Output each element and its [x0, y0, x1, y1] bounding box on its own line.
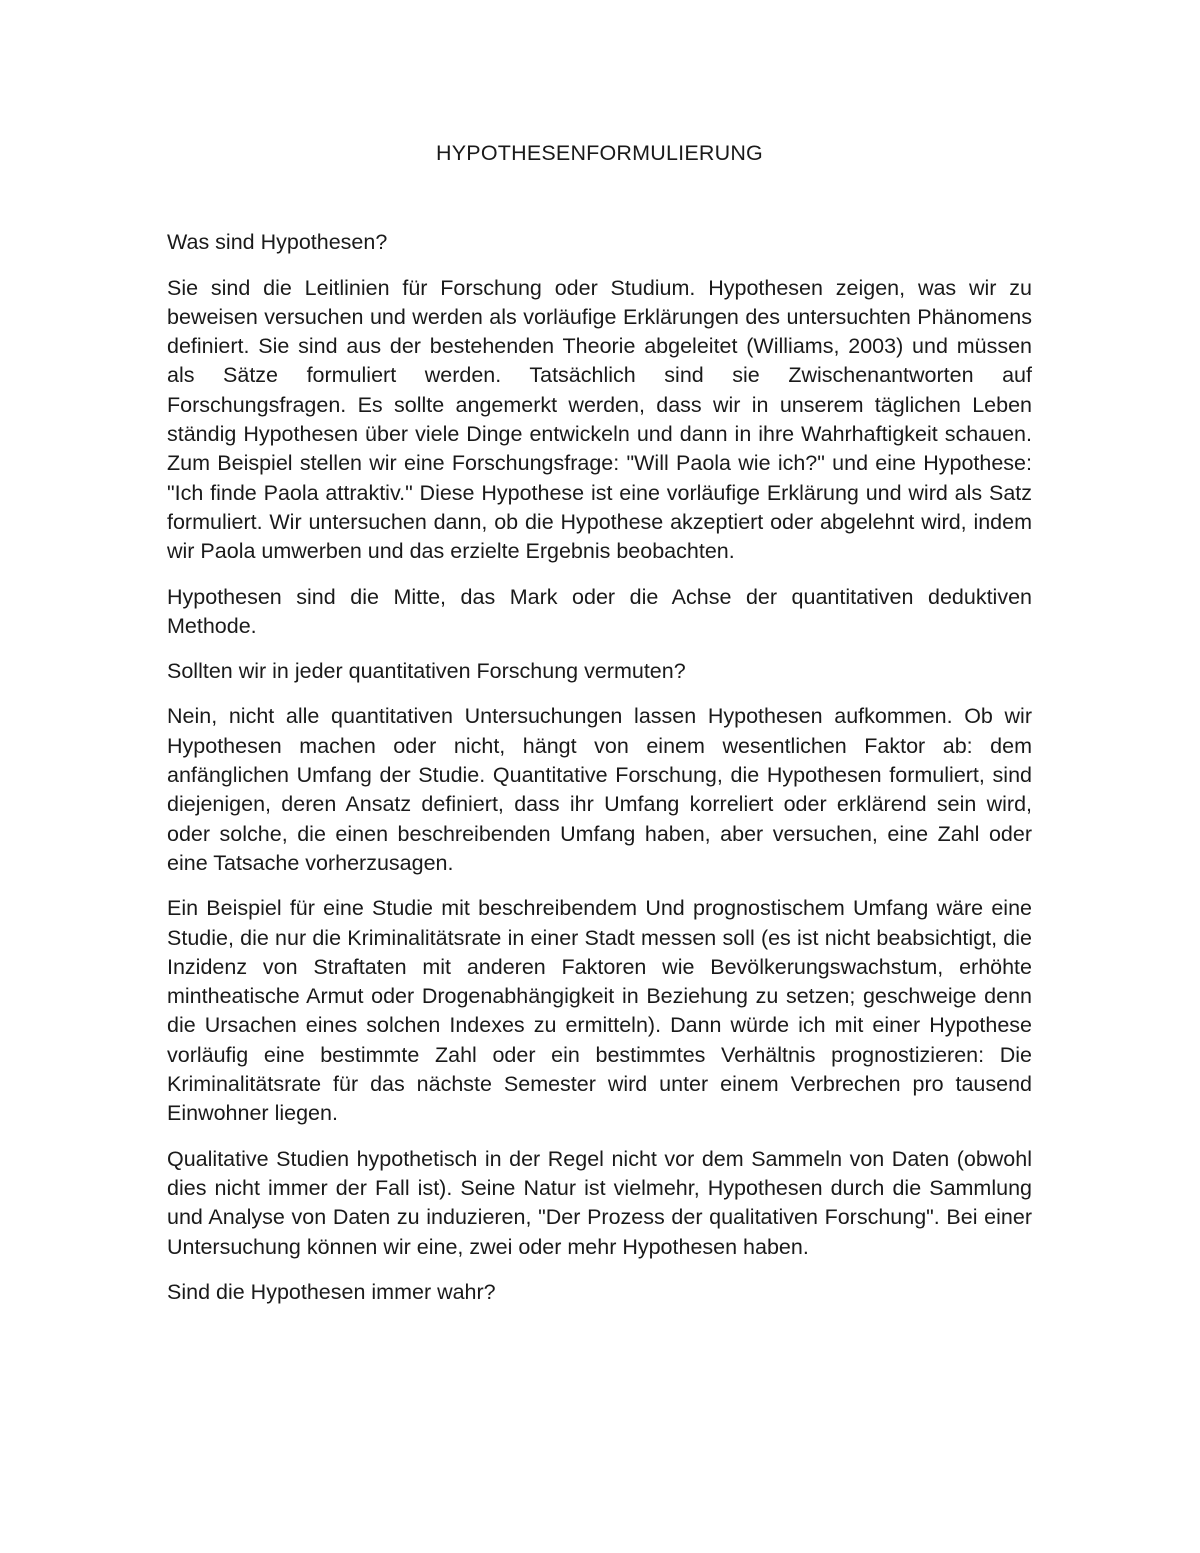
document-title: HYPOTHESENFORMULIERUNG — [436, 141, 763, 165]
paragraph-example-study: Ein Beispiel für eine Studie mit beschreibendem Und prognostischem Umfang wäre eine Studie, die nur die Kriminalitätsrate in einer Stadt messen soll (es ist nicht beabsichtigt, die Inzidenz von Straftaten mit anderen Faktoren wie Bevölkerungswachstum, erhöhte mintheatische Armut oder Drogenabhängigkeit in Beziehung zu setzen; geschweige denn die Ursachen eines solchen Indexes zu ermitteln). Dann würde ich mit einer Hypothese vorläufig eine bestimmte Zahl oder ein bestimmtes Verhältnis prognostizieren: Die Kriminalitätsrate für das nächste Semester wird unter einem Verbrechen pro tausend Einwohner liegen. — [167, 896, 1032, 1126]
question-always-hypothesize: Sollten wir in jeder quantitativen Forschung vermuten? — [167, 659, 686, 684]
paragraph-definition: Sie sind die Leitlinien für Forschung oder Studium. Hypothesen zeigen, was wir zu beweisen versuchen und werden als vorläufige Erklärungen des untersuchten Phänomens definiert. Sie sind aus der bestehenden Theorie abgeleitet (Williams, 2003) und müssen als Sätze formuliert werden. Tatsächlich sind sie Zwischenantworten auf Forschungsfragen. Es sollte angemerkt werden, dass wir in unserem täglichen Leben ständig Hypothesen über viele Dinge entwickeln und dann in ihre Wahrhaftigkeit schauen. Zum Beispiel stellen wir eine Forschungsfrage: "Will Paola wie ich?" und eine Hypothese: "Ich finde Paola attraktiv." Diese Hypothese ist eine vorläufige Erklärung und wird als Satz formuliert. Wir untersuchen dann, ob die Hypothese akzeptiert oder abgelehnt wird, indem wir Paola umwerben und das erzielte Ergebnis beobachten. — [167, 275, 1032, 564]
paragraph-scope: Nein, nicht alle quantitativen Untersuchungen lassen Hypothesen aufkommen. Ob wir Hypothesen machen oder nicht, hängt von einem wesentlichen Faktor ab: dem anfänglichen Umfang der Studie. Quantitative Forschung, die Hypothesen formuliert, sind diejenigen, deren Ansatz definiert, dass ihr Umfang korreliert oder erklärend sein wird, oder solche, die einen beschreibenden Umfang haben, aber versuchen, eine Zahl oder eine Tatsache vorherzusagen. — [167, 704, 1032, 875]
paragraph-qualitative-studies: Qualitative Studien hypothetisch in der Regel nicht vor dem Sammeln von Daten (obwohl dies nicht immer der Fall ist). Seine Natur ist vielmehr, Hypothesen durch die Sammlung und Analyse von Daten zu induzieren, "Der Prozess der qualitativen Forschung". Bei einer Untersuchung können wir eine, zwei oder mehr Hypothesen haben. — [167, 1146, 1032, 1259]
question-what-are-hypotheses: Was sind Hypothesen? — [167, 230, 388, 255]
document-body — [167, 139, 1032, 1323]
paragraph-deductive-method: Hypothesen sind die Mitte, das Mark oder die Achse der quantitativen deduktiven Methode. — [167, 584, 1032, 638]
question-always-true: Sind die Hypothesen immer wahr? — [167, 1279, 496, 1304]
